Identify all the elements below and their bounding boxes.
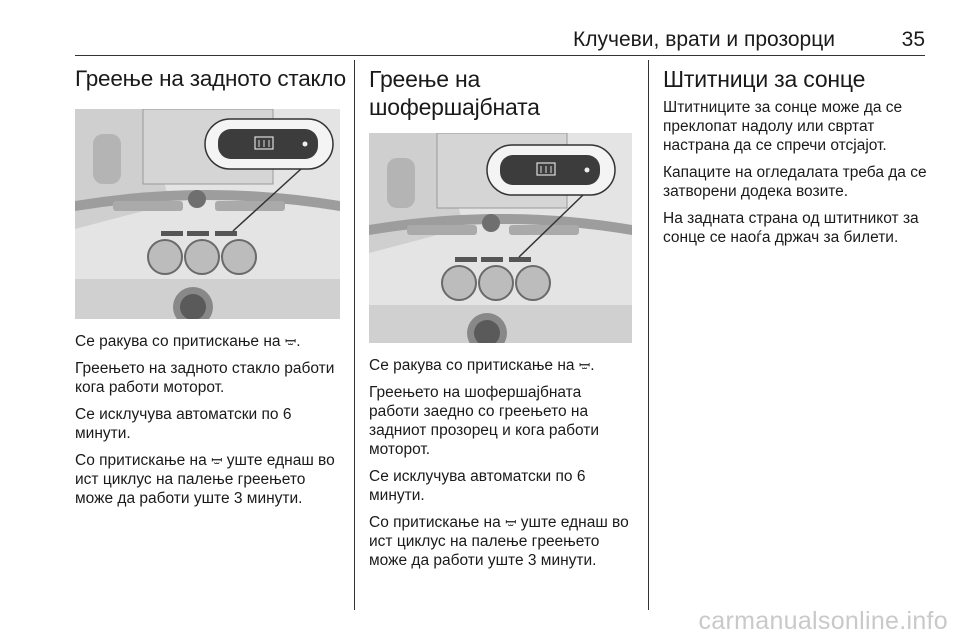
section-title: Штитници за сонце <box>663 66 866 92</box>
paragraph: Се исклучува автоматски по 6 минути. <box>369 468 586 504</box>
rear-window-defrost-icon: ꟷ̫ <box>211 452 223 468</box>
paragraph: Се ракува со притискање на ꟷ̫. <box>75 333 301 350</box>
dashboard-photo <box>75 109 340 319</box>
paragraph: Се исклучува автоматски по 6 минути. <box>75 406 292 442</box>
rear-window-defrost-icon: ꟷ̫ <box>578 357 591 373</box>
column-divider <box>354 60 355 610</box>
section-title-line1: Греење на <box>369 66 481 92</box>
paragraph: Греењето на задното стакло работи кога работи моторот. <box>75 360 335 396</box>
chapter-title: Клучеви, врати и прозорци <box>573 28 835 51</box>
section-windscreen-heating <box>369 60 634 578</box>
section-title: Греење на задното стакло <box>75 66 346 91</box>
section-rear-window-heating <box>75 60 346 516</box>
paragraph: Капаците на огледалата треба да се затворени додека возите. <box>663 164 927 200</box>
page-header <box>75 26 925 56</box>
header-divider <box>75 55 925 56</box>
section-sun-visors <box>663 60 928 255</box>
section-title-line2: шофершајбната <box>369 94 540 120</box>
paragraph: Греењето на шофершајбната работи заедно со греењето на задниот прозорец и кога работи моторот. <box>369 384 600 458</box>
paragraph: Со притискање на ꟷ̫ уште еднаш во ист циклус на палење греењето може да работи уште 3 минути. <box>369 514 629 569</box>
paragraph: Штитниците за сонце може да се преклопат надолу или свртат настрана да се спречи отсјајот. <box>663 99 903 154</box>
rear-window-defrost-icon: ꟷ̫ <box>284 333 297 349</box>
paragraph: Се ракува со притискање на ꟷ̫. <box>369 357 595 374</box>
dashboard-photo <box>369 133 632 343</box>
rear-window-defrost-icon: ꟷ̫ <box>505 514 517 530</box>
column-divider <box>648 60 649 610</box>
paragraph: На задната страна од штитникот за сонце се наоѓа држач за билети. <box>663 210 919 246</box>
watermark: carmanualsonline.info <box>698 607 948 635</box>
paragraph: Со притискање на ꟷ̫ уште еднаш во ист циклус на палење греењето може да работи уште 3 минути. <box>75 452 335 507</box>
page-number: 35 <box>901 28 925 51</box>
